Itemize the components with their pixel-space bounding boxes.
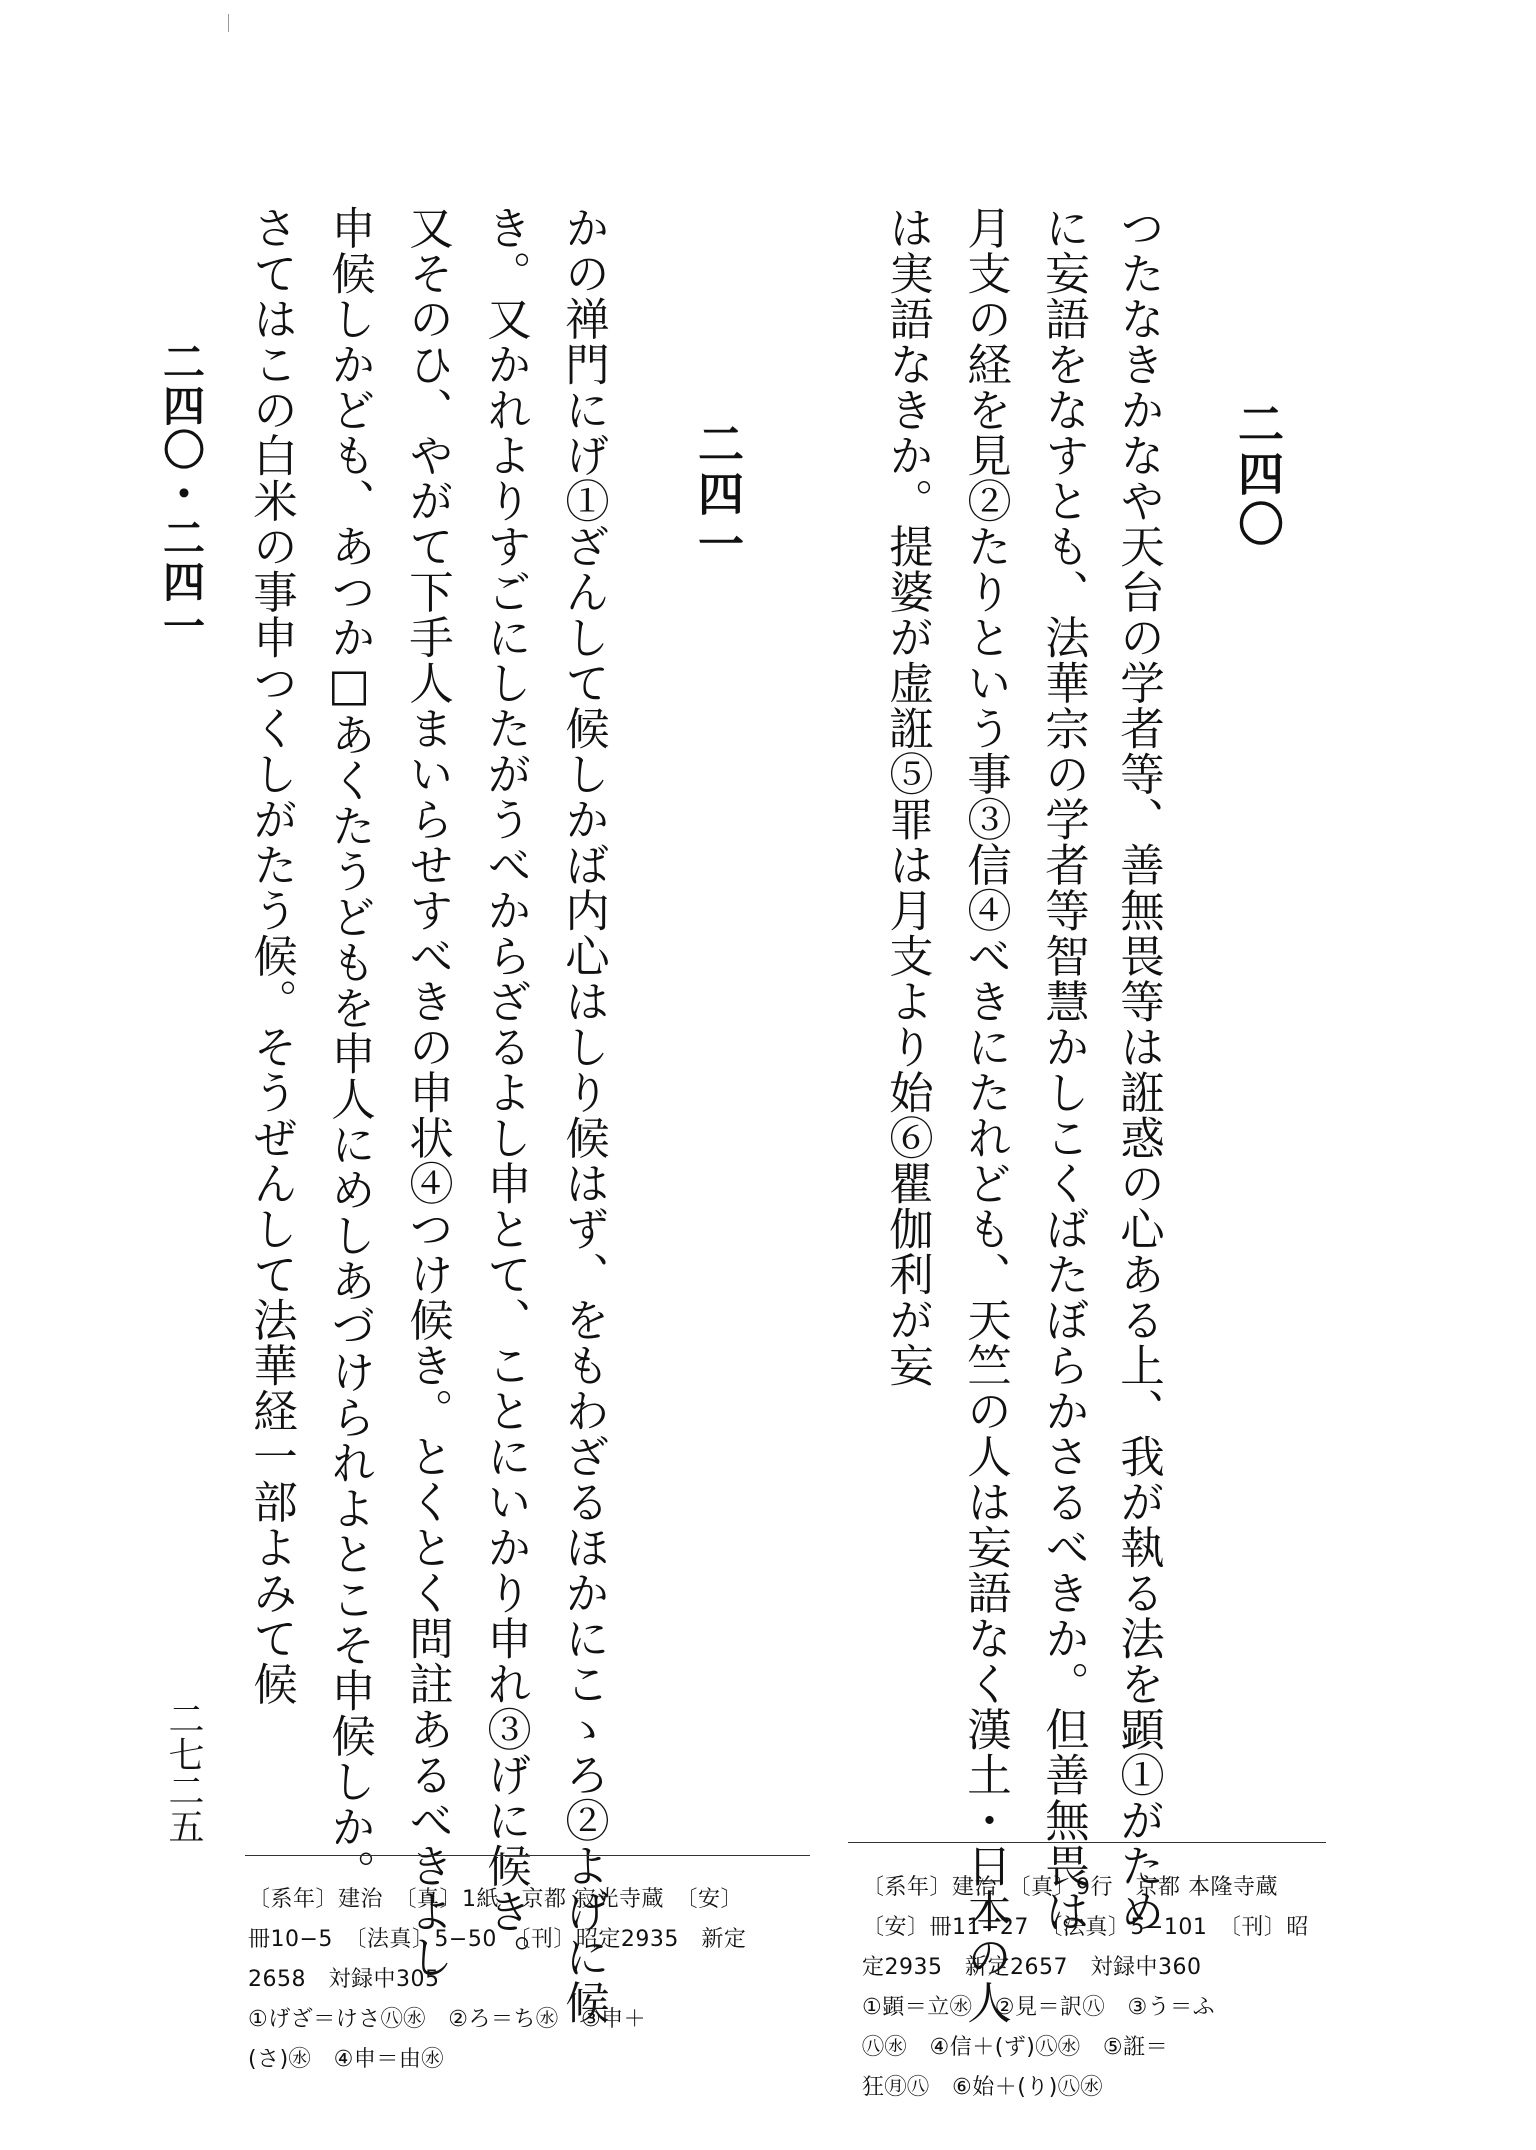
section-240-note-line: 〔系年〕建治 〔真〕9行 京都 本隆寺蔵 [862, 1875, 1278, 1900]
section-241-notes [248, 1880, 746, 2080]
section-240-note-line: 定2935 新定2657 対録中360 [862, 1955, 1202, 1980]
section-241-note-line: 2658 対録中305 [248, 1967, 440, 1992]
section-241-note-line: (さ)㊌ ④申＝由㊌ [248, 2047, 444, 2072]
section-241-line-2: き。又かれよりすごにしたがうべからざるよし申とて、ことにいかり申れ③げに候き。 [479, 205, 531, 1980]
crop-mark [228, 14, 229, 32]
page-number: 二七二五 [163, 1700, 204, 1844]
section-241-heading: 二四一 [691, 420, 745, 570]
running-header: 二四〇・二四一 [157, 340, 206, 648]
section-240-heading: 二四〇 [1231, 400, 1285, 550]
section-240-line-3: 月支の経を見②たりという事③信④べきにたれども、天竺の人は妄語なく漢土・日本の人 [959, 205, 1011, 2025]
section-240-note-line: ①顕＝立㊌ ②見＝訳㊇ ③う＝ふ [862, 1995, 1216, 2020]
notes-rule-241 [245, 1855, 810, 1856]
section-241-line-3: 又そのひ、やがて下手人まいらせすべきの申状④つけ候き。とくとく問註あるべきよし [401, 205, 453, 1980]
section-241-line-1: かの禅門にげ①ざんして候しかば内心はしり候はず、をもわざるほかにこゝろ②よげに候 [557, 205, 609, 2025]
section-240-note-line: 狂㊊㊇ ⑥始＋(り)㊇㊌ [862, 2075, 1103, 2100]
section-241-note-line: 冊10−5 〔法真〕5−50 〔刊〕昭定2935 新定 [248, 1927, 747, 1952]
section-240-note-line: 〔安〕冊11−27 〔法真〕5−101 〔刊〕昭 [862, 1915, 1309, 1940]
section-240-line-1: つたなきかなや天台の学者等、善無畏等は誑惑の心ある上、我が執る法を顕①がため [1112, 205, 1164, 1934]
section-240-line-2: に妄語をなすとも、法華宗の学者等智慧かしこくばたぼらかさるべきか。但善無畏は [1037, 205, 1089, 1934]
section-241-note-line: ①げざ＝けさ㊇㊌ ②ろ＝ち㊌ ③申＋ [248, 2007, 647, 2032]
section-241-line-4: 申候しかども、あつか□あくたうどもを申人にめしあづけられよとこそ申候しか。 [323, 205, 375, 1895]
notes-rule-240 [848, 1842, 1326, 1843]
section-241-note-line: 〔系年〕建治 〔真〕1紙 京都 寂光寺蔵 〔安〕 [248, 1887, 743, 1912]
section-240-line-4: は実語なきか。提婆が虚誑⑤罪は月支より始⑥瞿伽利が妄 [881, 205, 933, 1388]
section-240-notes [862, 1868, 1309, 2108]
section-240-note-line: ㊇㊌ ④信＋(ず)㊇㊌ ⑤誑＝ [862, 2035, 1169, 2060]
section-241-line-5: さてはこの白米の事申つくしがたう候。そうぜんして法華経一部よみて候 [245, 205, 297, 1707]
